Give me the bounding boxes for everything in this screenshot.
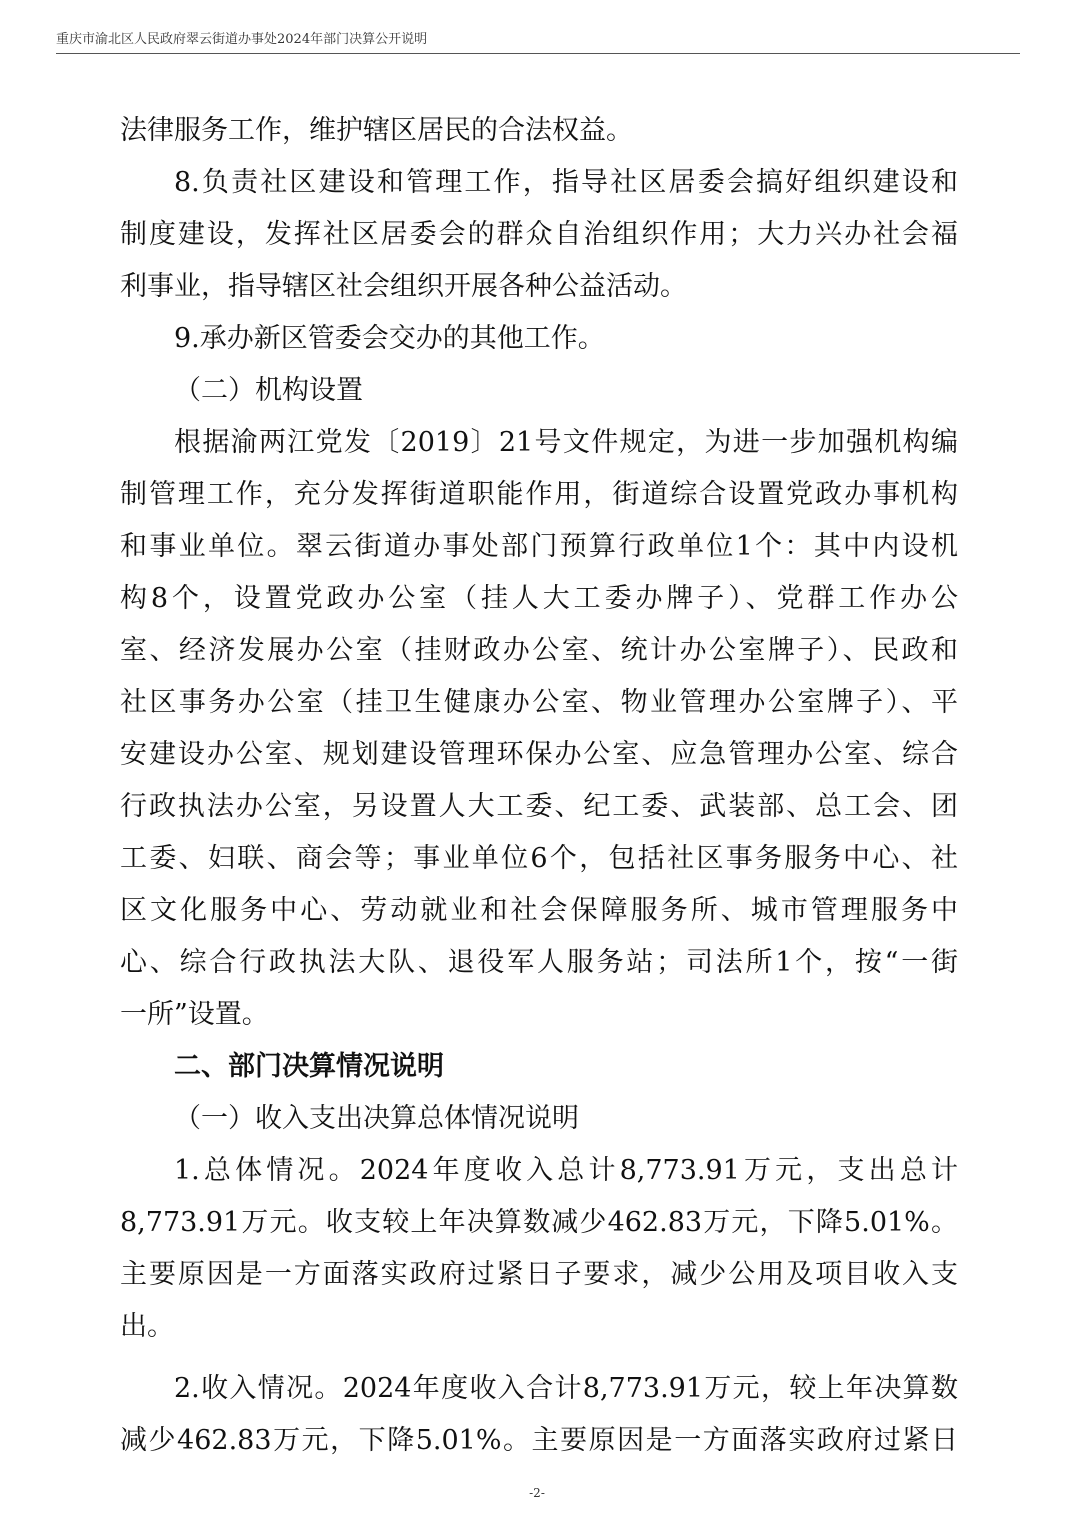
paragraph-start: 根据渝两江党发〔2019〕21号文件规定，为进一步加强机构编	[174, 427, 958, 458]
list-item-8: 8.负责社区建设和管理工作，指导社区居委会搞好组织建设和	[174, 167, 958, 198]
body-line: 安建设办公室、规划建设管理环保办公室、应急管理办公室、综合	[120, 739, 958, 770]
section-heading-final-accounts: 二、部门决算情况说明	[174, 1051, 444, 1082]
body-line: 区文化服务中心、劳动就业和社会保障服务所、城市管理服务中	[120, 895, 958, 926]
page-header: 重庆市渝北区人民政府翠云街道办事处2024年部门决算公开说明	[56, 32, 428, 47]
body-line: 制管理工作，充分发挥街道职能作用，街道综合设置党政办事机构	[120, 479, 958, 510]
paragraph-start: 1.总体情况。2024年度收入总计8,773.91万元，支出总计	[174, 1155, 958, 1186]
paragraph-gap	[120, 1353, 958, 1363]
body-line: 构8个，设置党政办公室（挂人大工委办牌子）、党群工作办公	[120, 583, 958, 614]
body-line: 室、经济发展办公室（挂财政办公室、统计办公室牌子）、民政和	[120, 635, 958, 666]
body-line: 社区事务办公室（挂卫生健康办公室、物业管理办公室牌子）、平	[120, 687, 958, 718]
body-line: 出。	[120, 1311, 174, 1342]
document-body	[120, 105, 958, 1467]
body-line: 法律服务工作，维护辖区居民的合法权益。	[120, 115, 633, 146]
body-line: 和事业单位。翠云街道办事处部门预算行政单位1个：其中内设机	[120, 531, 958, 562]
body-line: 心、综合行政执法大队、退役军人服务站；司法所1个，按“一街	[120, 947, 958, 978]
body-line: 制度建设，发挥社区居委会的群众自治组织作用；大力兴办社会福	[120, 219, 958, 250]
paragraph-start: 2.收入情况。2024年度收入合计8,773.91万元，较上年决算数	[174, 1373, 958, 1404]
body-line: 行政执法办公室，另设置人大工委、纪工委、武装部、总工会、团	[120, 791, 958, 822]
subsection-heading-overall: （一）收入支出决算总体情况说明	[174, 1103, 579, 1134]
header-divider	[56, 53, 1020, 54]
list-item-9: 9.承办新区管委会交办的其他工作。	[174, 323, 605, 354]
body-line: 利事业，指导辖区社会组织开展各种公益活动。	[120, 271, 687, 302]
body-line: 减少462.83万元，下降5.01%。主要原因是一方面落实政府过紧日	[120, 1425, 958, 1456]
body-line: 一所”设置。	[120, 999, 269, 1030]
body-line: 8,773.91万元。收支较上年决算数减少462.83万元，下降5.01%。	[120, 1207, 958, 1238]
body-line: 工委、妇联、商会等；事业单位6个，包括社区事务服务中心、社	[120, 843, 958, 874]
section-heading-org-setup: （二）机构设置	[174, 375, 363, 406]
page-number: -2-	[529, 1486, 545, 1500]
body-line: 主要原因是一方面落实政府过紧日子要求，减少公用及项目收入支	[120, 1259, 958, 1290]
